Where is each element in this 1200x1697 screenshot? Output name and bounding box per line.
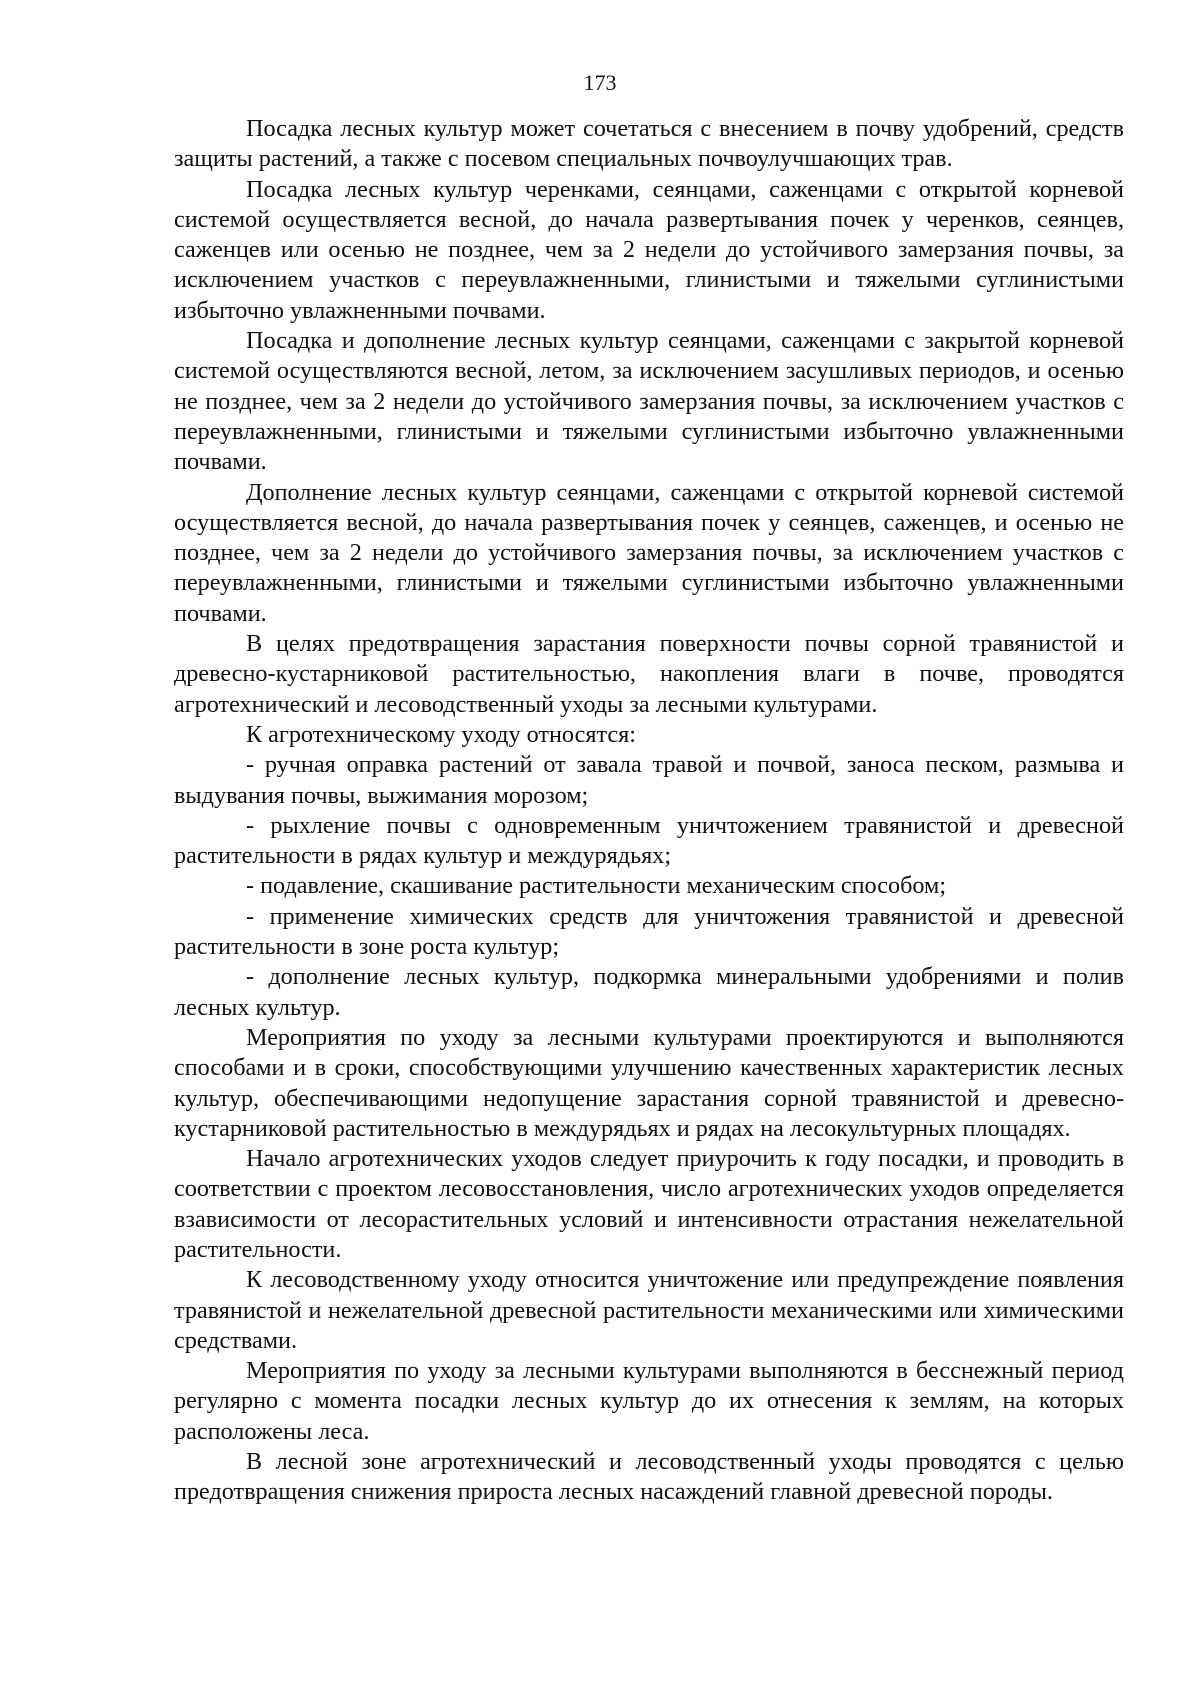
paragraph: Начало агротехнических уходов следует приурочить к году посадки, и проводить в соответствии с проектом лесовосстановления, число агротехнических уходов определяется взависимости от лесорастительных условий и интенсивности отрастания нежелательной растительности. [174, 1145, 1124, 1263]
list-item: - подавление, скашивание растительности механическим способом; [246, 872, 947, 900]
list-item: - ручная оправка растений от завала травой и почвой, заноса песком, размыва и выдувания почвы, выжимания морозом; [174, 751, 1124, 809]
paragraph: К лесоводственному уходу относится уничтожение или предупреждение появления травянистой и нежелательной древесной растительности механическими или химическими средствами. [174, 1266, 1124, 1354]
paragraph: В целях предотвращения зарастания поверхности почвы сорной травянистой и древесно-кустарниковой растительностью, накопления влаги в почве, проводятся агротехнический и лесоводственный уходы за лесными культурами. [174, 630, 1124, 718]
paragraph: Мероприятия по уходу за лесными культурами проектируются и выполняются способами и в сроки, способствующими улучшению качественных характеристик лесных культур, обеспечивающими недопущение зарастания сорной травянистой и древесно-кустарниковой растительностью в междурядьях и рядах на лесокультурных площадях. [174, 1023, 1124, 1142]
paragraph: К агротехническому уходу относятся: [246, 720, 636, 748]
list-item: - применение химических средств для уничтожения травянистой и древесной растительности в зоне роста культур; [174, 902, 1124, 961]
paragraph: Мероприятия по уходу за лесными культурами выполняются в бесснежный период регулярно с момента посадки лесных культур до их отнесения к землям, на которых расположены леса. [174, 1357, 1124, 1445]
page-body [174, 114, 1124, 1508]
paragraph: В лесной зоне агротехнический и лесоводственный уходы проводятся с целью предотвращения снижения прироста лесных насаждений главной древесной породы. [174, 1448, 1124, 1506]
paragraph: Посадка лесных культур черенками, сеянцами, саженцами с открытой корневой системой осуществляется весной, до начала развертывания почек у черенков, сеянцев, саженцев или осенью не позднее, чем за 2 недели до устойчивого замерзания почвы, за исключением участков с переувлажненными, глинистыми и тяжелыми суглинистыми избыточно увлажненными почвами. [174, 175, 1124, 324]
page-number: 173 [583, 70, 617, 95]
list-item: - дополнение лесных культур, подкормка минеральными удобрениями и полив лесных культур. [174, 963, 1124, 1021]
paragraph: Посадка и дополнение лесных культур сеянцами, саженцами с закрытой корневой системой осуществляются весной, летом, за исключением засушливых периодов, и осенью не позднее, чем за 2 недели до устойчивого замерзания почвы, за исключением участков с переувлажненными, глинистыми и тяжелыми суглинистыми избыточно увлажненными почвами. [174, 327, 1124, 476]
list-item: - рыхление почвы с одновременным уничтожением травянистой и древесной растительности в рядах культур и междурядьях; [174, 811, 1124, 870]
paragraph: Дополнение лесных культур сеянцами, саженцами с открытой корневой системой осуществляется весной, до начала развертывания почек у сеянцев, саженцев, и осенью не позднее, чем за 2 недели до устойчивого замерзания почвы, за исключением участков с переувлажненными, глинистыми и тяжелыми суглинистыми избыточно увлажненными почвами. [174, 478, 1124, 627]
paragraph: Посадка лесных культур может сочетаться с внесением в почву удобрений, средств защиты растений, а также с посевом специальных почвоулучшающих трав. [174, 115, 1124, 173]
